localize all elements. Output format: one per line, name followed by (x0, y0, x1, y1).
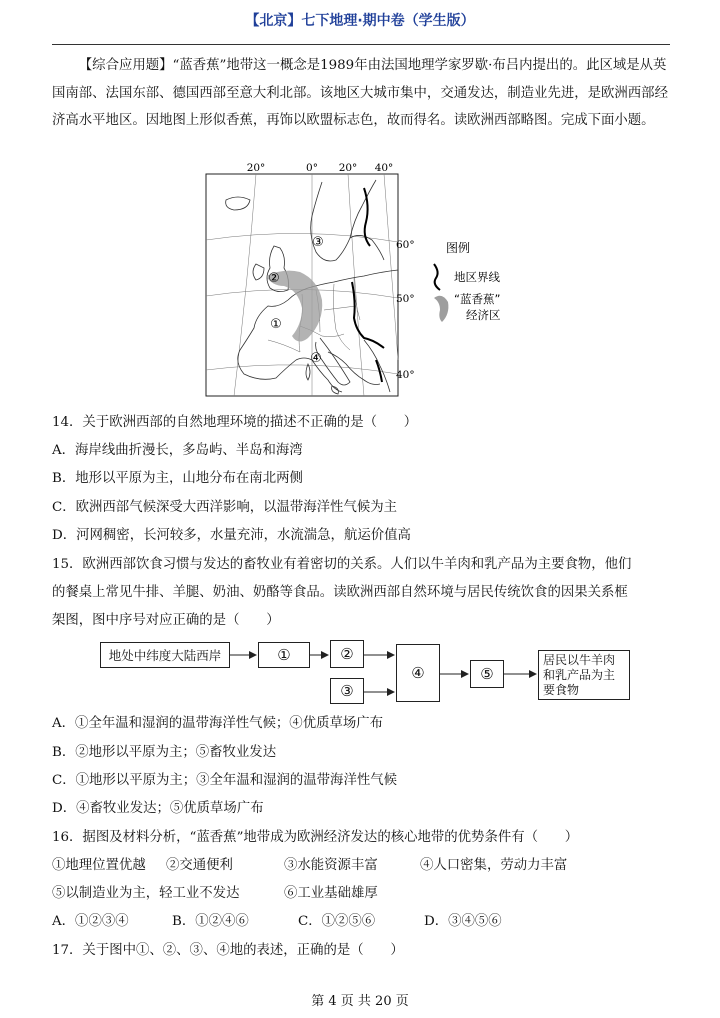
q14-stem: 14．关于欧洲西部的自然地理环境的描述不正确的是（ ） (52, 415, 418, 430)
legend-title: 图例 (446, 241, 471, 255)
flow-box-end: 居民以牛羊肉和乳产品为主要食物 (538, 650, 630, 700)
flow-box-4: ④ (396, 644, 440, 702)
q16-choice-d: D．③④⑤⑥ (424, 914, 502, 929)
intro-paragraph: 【综合应用题】“蓝香蕉”地带这一概念是1989年由法国地理学家罗歇·布吕内提出的。此区域是从英国南部、法国东部、德国西部至意大利北部。该地区大城市集中，交通发达，制造业先进，是欧洲西部经济高水平地区。因地图上形似香蕉，再饰以欧盟标志色，故而得名。读欧洲西部略图。完成下面小题。 (52, 58, 668, 128)
page-footer: 第 4 页 共 20 页 (311, 994, 409, 1009)
q16-choice-a: A．①②③④ (52, 914, 129, 929)
q15-option-a: A．①全年温和湿润的温带海洋性气候；④优质草场广布 (52, 716, 384, 731)
region-marker-3: ③ (312, 235, 324, 250)
boundary-line-icon (434, 264, 440, 290)
q16-cond-6: ⑥工业基础雄厚 (284, 886, 378, 901)
q16-cond-4: ④人口密集，劳动力丰富 (420, 858, 568, 873)
q16-cond-2: ②交通便利 (166, 858, 233, 873)
legend-banana-label-1: “蓝香蕉” (454, 292, 501, 306)
region-marker-2: ② (268, 271, 280, 286)
q17-stem: 17．关于图中①、②、③、④地的表述，正确的是（ ） (52, 943, 404, 958)
lon-label: 20° (246, 162, 266, 174)
q15-option-c: C．①地形以平原为主；③全年温和湿润的温带海洋性气候 (52, 773, 398, 788)
map-legend (434, 240, 501, 322)
q16-conditions-line2 (52, 884, 672, 904)
q14-option-c: C．欧洲西部气候深受大西洋影响，以温带海洋性气候为主 (52, 500, 398, 515)
q16-cond-5: ⑤以制造业为主，轻工业不发达 (52, 886, 240, 901)
q15-stem-line3: 架图，图中序号对应正确的是（ ） (52, 613, 280, 628)
banana-zone-icon (434, 296, 448, 322)
legend-boundary-label: 地区界线 (454, 270, 500, 284)
legend-banana-label-2: 经济区 (466, 308, 501, 322)
flow-box-start: 地处中纬度大陆西岸 (100, 642, 230, 668)
q16-choices (52, 912, 672, 932)
page-header-title: 【北京】七下地理·期中卷（学生版） (245, 13, 475, 29)
flow-box-3: ③ (330, 678, 364, 704)
q16-cond-1: ①地理位置优越 (52, 858, 146, 873)
europe-map-figure (204, 160, 534, 400)
q15-stem-line2: 的餐桌上常见牛排、羊腿、奶油、奶酪等食品。读欧洲西部自然环境与居民传统饮食的因果关系框 (52, 585, 628, 600)
causal-flow-diagram (100, 636, 660, 702)
flow-box-5: ⑤ (470, 660, 504, 688)
lat-label: 40° (396, 369, 415, 381)
q15-option-b: B．②地形以平原为主；⑤畜牧业发达 (52, 745, 277, 760)
q16-stem: 16．据图及材料分析，“蓝香蕉”地带成为欧洲经济发达的核心地带的优势条件有（ ） (52, 830, 579, 845)
q14-option-b: B．地形以平原为主，山地分布在南北两侧 (52, 471, 303, 486)
q15-option-d: D．④畜牧业发达；⑤优质草场广布 (52, 801, 264, 816)
lon-label: 0° (306, 162, 318, 174)
q14-option-a: A．海岸线曲折漫长，多岛屿、半岛和海湾 (52, 443, 303, 458)
region-marker-1: ① (270, 317, 282, 332)
q14-option-d: D．河网稠密，长河较多，水量充沛，水流湍急，航运价值高 (52, 528, 411, 543)
lat-label: 50° (396, 293, 415, 305)
q16-cond-3: ③水能资源丰富 (284, 858, 378, 873)
header-divider (52, 44, 670, 45)
lat-label: 60° (396, 239, 415, 251)
q16-choice-b: B．①②④⑥ (172, 914, 249, 929)
europe-map (204, 160, 534, 400)
q15-stem-line1: 15．欧洲西部饮食习惯与发达的畜牧业有着密切的关系。人们以牛羊肉和乳产品为主要食物，他们 (52, 557, 632, 572)
q16-choice-c: C．①②⑤⑥ (298, 914, 376, 929)
region-marker-4: ④ (310, 351, 322, 366)
q16-conditions-line1 (52, 856, 672, 876)
flow-box-2: ② (330, 640, 364, 668)
lon-label: 40° (374, 162, 394, 174)
flow-box-1: ① (258, 642, 310, 668)
lon-label: 20° (338, 162, 358, 174)
